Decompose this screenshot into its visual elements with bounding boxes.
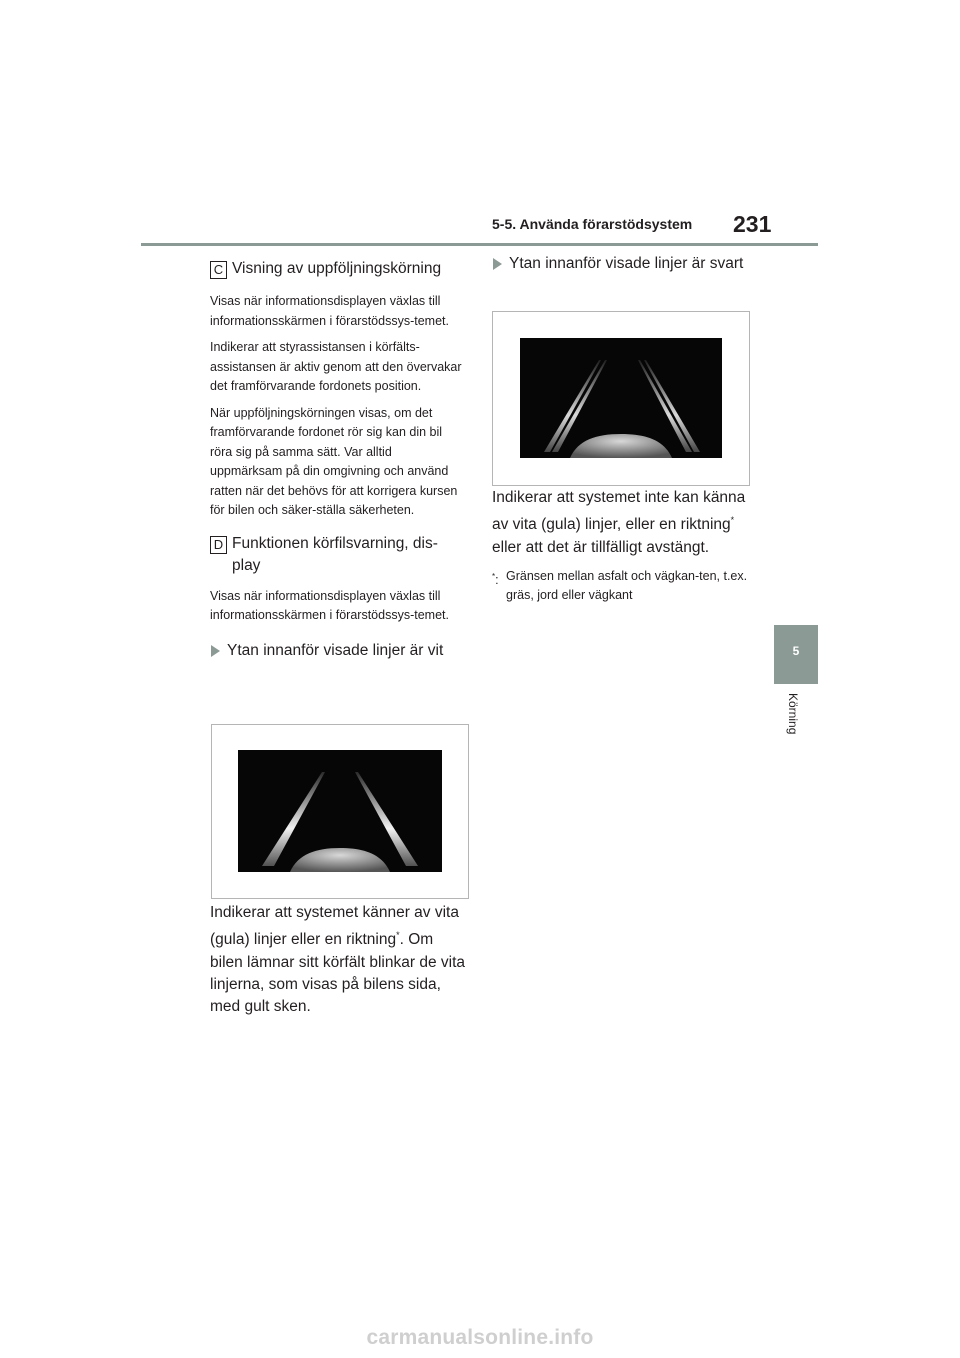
header-divider — [141, 243, 818, 246]
bullet-white-lines — [210, 640, 466, 662]
section-c-letter-box: C — [210, 261, 227, 279]
section-d-title-line-2: play — [232, 556, 261, 574]
lane-lines-white-graphic — [238, 750, 442, 872]
section-header-title: 5-5. Använda förarstödsystem — [492, 216, 693, 232]
section-d-heading — [210, 533, 466, 577]
black-lines-description-text — [492, 487, 748, 559]
section-c-heading — [210, 258, 466, 280]
section-d-paragraph: Visas när informationsdisplayen växlas till informationsskärmen i förarstödssys-temet. — [210, 588, 449, 622]
white-lines-description-text — [210, 902, 466, 1018]
lane-lines-black-graphic — [520, 338, 722, 458]
section-d-letter-box: D — [210, 536, 227, 554]
section-c-title: Visning av uppföljningskörning — [232, 260, 442, 277]
display-screen-white — [238, 750, 442, 872]
chapter-name: Körning — [786, 693, 800, 735]
white-desc-part-1: Indikerar att systemet känner av vita (gula) linjer eller en riktning — [210, 904, 459, 949]
left-column — [210, 258, 466, 674]
white-desc-footnote-mark: * — [396, 930, 400, 941]
bullet-white-text: Ytan innanför visade linjer är vit — [227, 641, 444, 659]
white-lines-description — [210, 902, 466, 1018]
white-desc-part-2: . Om bilen lämnar sitt körfält blinkar de vita linjerna, som visas på bilens sida, med gult sken. — [210, 931, 466, 1015]
black-desc-part-2: eller att det är tillfälligt avstängt. — [492, 538, 710, 556]
footnote-text: Gränsen mellan asfalt och vägkan-ten, t.ex. gräs, jord eller vägkant — [506, 568, 748, 602]
footnote-asterisk: * — [492, 571, 496, 581]
watermark: carmanualsonline.info — [366, 1326, 594, 1349]
section-d-title-line-1: Funktionen körfilsvarning, dis- — [232, 534, 438, 552]
black-lines-description — [492, 487, 748, 605]
bullet-black-lines — [492, 253, 748, 275]
page-number: 231 — [733, 211, 772, 237]
black-desc-footnote-mark: * — [730, 515, 735, 526]
footnote-colon: : — [495, 572, 499, 587]
right-column — [492, 253, 748, 287]
bullet-black-text: Ytan innanför visade linjer är svart — [509, 255, 744, 272]
figure-black-lane-lines — [492, 311, 750, 486]
black-desc-part-1: Indikerar att systemet inte kan känna av vita (gula) linjer, eller en riktning — [492, 489, 746, 534]
bullet-triangle-icon — [211, 645, 220, 657]
chapter-number: 5 — [792, 644, 800, 658]
section-c-paragraph-3: När uppföljningskörningen visas, om det framförvarande fordonet rör sig kan din bil röra sig på samma sätt. Var alltid uppmärksam på din omgivning och använd ratten när det behövs för att korrigera kursen för bilen och säker-ställa säkerheten. — [210, 405, 458, 517]
footnote — [492, 567, 748, 605]
footnote-marker — [492, 567, 499, 590]
section-c-paragraph-1: Visas när informationsdisplayen växlas till informationsskärmen i förarstödssys-temet. — [210, 294, 449, 328]
display-screen-black — [520, 338, 722, 458]
bullet-triangle-icon — [493, 258, 502, 270]
section-c-paragraph-2: Indikerar att styrassistansen i körfälts-assistansen är aktiv genom att den övervakar det framförvarande fordonets position. — [210, 340, 462, 393]
figure-white-lane-lines — [211, 724, 469, 899]
